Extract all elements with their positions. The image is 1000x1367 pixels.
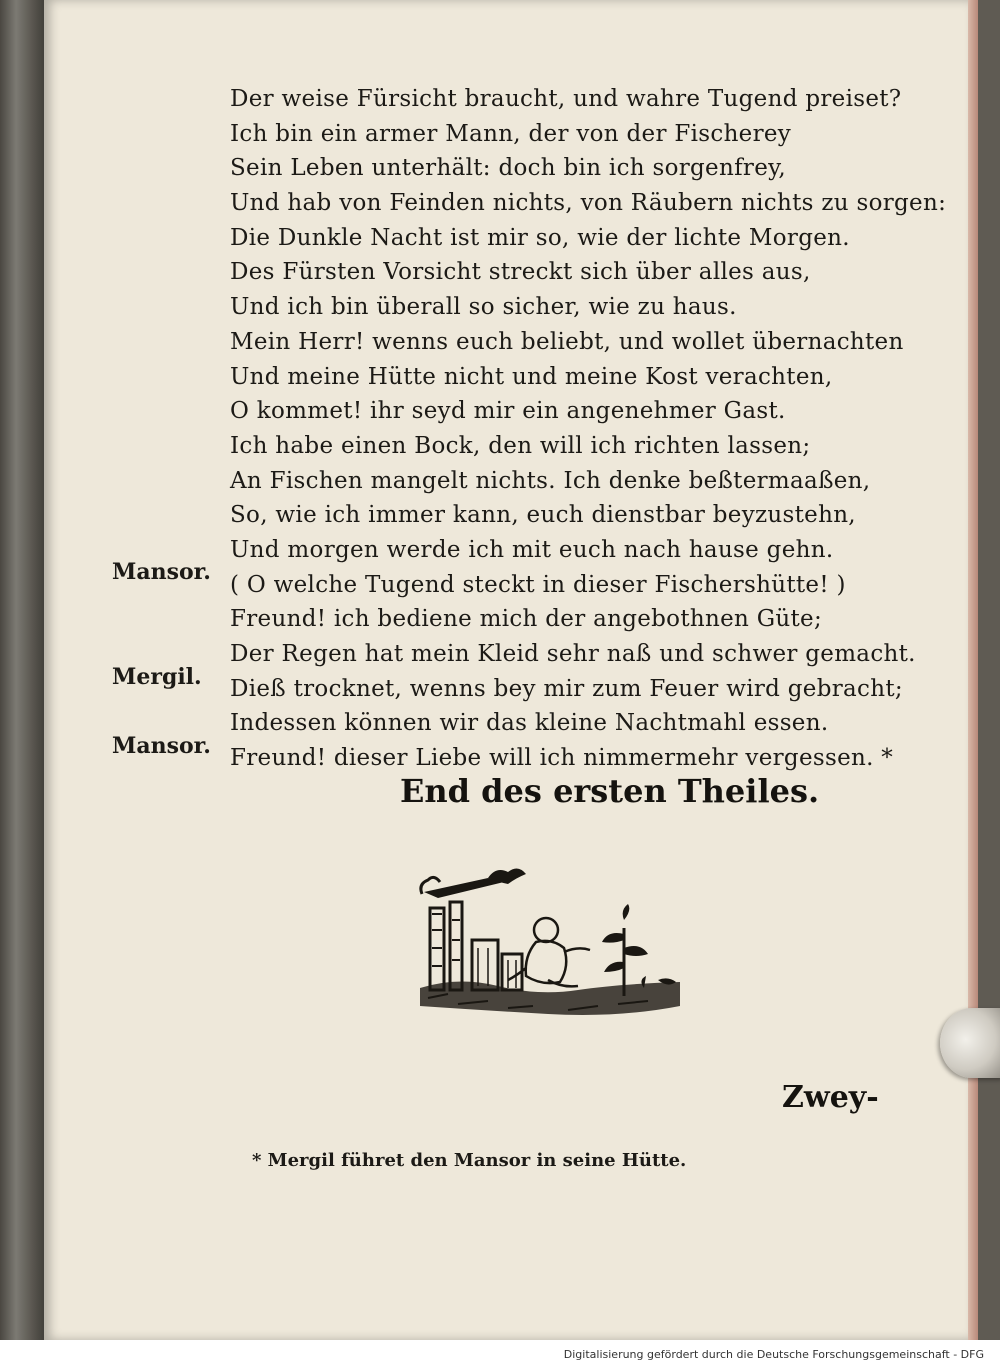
verse-line: Der weise Fürsicht braucht, und wahre Tugend preiset?: [230, 86, 902, 112]
page-shadow: [978, 0, 1000, 1340]
verse-line: Indessen können wir das kleine Nachtmahl essen.: [230, 710, 829, 737]
speaker-label: Mansor.: [112, 559, 211, 585]
footnote: * Mergil führet den Mansor in seine Hütte.: [252, 1150, 687, 1171]
page-clip: [940, 1008, 1000, 1078]
verse-line: Und morgen werde ich mit euch nach hause gehn.: [230, 536, 834, 563]
verse-line: Und ich bin überall so sicher, wie zu haus.: [230, 294, 737, 321]
page-edge: [968, 0, 978, 1340]
verse-line: ( O welche Tugend steckt in dieser Fischershütte! ): [230, 571, 846, 598]
section-end-title: End des ersten Theiles.: [400, 772, 820, 810]
verse-line: Und hab von Feinden nichts, von Räubern nichts zu sorgen:: [230, 190, 947, 217]
verse-line: Der Regen hat mein Kleid sehr naß und schwer gemacht.: [230, 641, 916, 667]
speaker-label: Mergil.: [112, 664, 202, 690]
speaker-label: Mansor.: [112, 733, 211, 759]
verse-line: An Fischen mangelt nichts. Ich denke beßtermaaßen,: [230, 467, 871, 494]
verse-line: Dieß trocknet, wenns bey mir zum Feuer wird gebracht;: [230, 675, 903, 702]
verse-line: Freund! ich bediene mich der angebothnen Güte;: [230, 606, 823, 633]
verse-line: Mein Herr! wenns euch beliebt, und wollet übernachten: [230, 328, 904, 355]
verse-line: Ich habe einen Bock, den will ich richten lassen;: [230, 432, 811, 459]
vignette-illustration: [418, 868, 688, 1032]
verse-line: O kommet! ihr seyd mir ein angenehmer Gast.: [230, 398, 786, 425]
verse-line: Ich bin ein armer Mann, der von der Fischerey: [230, 120, 792, 147]
verse-line: So, wie ich immer kann, euch dienstbar beyzustehn,: [230, 502, 856, 529]
verse-line: Und meine Hütte nicht und meine Kost verachten,: [230, 363, 833, 390]
verse-line: Sein Leben unterhält: doch bin ich sorgenfrey,: [230, 155, 786, 182]
digitization-credit: Digitalisierung gefördert durch die Deutsche Forschungsgemeinschaft - DFG: [563, 1348, 984, 1361]
verse-line: Des Fürsten Vorsicht streckt sich über alles aus,: [230, 259, 811, 286]
verse-block: [230, 82, 947, 776]
catchword: Zwey-: [782, 1080, 879, 1115]
verse-line: Die Dunkle Nacht ist mir so, wie der lichte Morgen.: [230, 224, 850, 251]
verse-line: Freund! dieser Liebe will ich nimmermehr vergessen. *: [230, 745, 894, 772]
book-binding: [0, 0, 46, 1340]
